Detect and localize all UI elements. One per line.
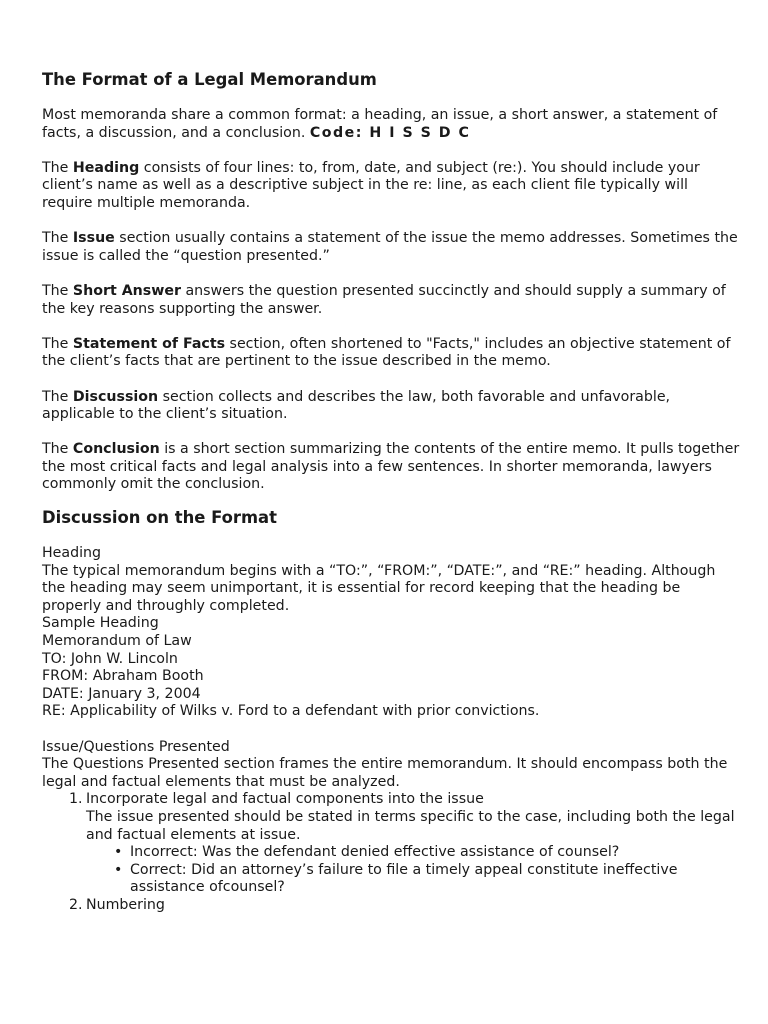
issue-description: The Questions Presented section frames the entire memorandum. It should encompass both the legal and factual elements that must be analyzed.	[42, 756, 728, 790]
bullet-icon: •	[114, 861, 123, 878]
section-term-heading: Heading	[72, 159, 140, 176]
numbered-list	[42, 897, 742, 915]
sample-line: DATE: January 3, 2004	[42, 685, 201, 702]
sample-line: RE: Applicability of Wilks v. Ford to a defendant with prior convictions.	[42, 703, 540, 720]
section-term-discussion: Discussion	[72, 388, 159, 405]
section-prefix: The	[42, 230, 73, 247]
intro-paragraph	[42, 107, 742, 142]
discussion-heading: Discussion on the Format	[42, 508, 277, 528]
section-prefix: The	[42, 388, 73, 405]
section-description: answers the question presented succinctly and should supply a summary of the key reasons supporting the answer.	[42, 282, 726, 317]
issue-label: Issue/Questions Presented	[42, 738, 230, 755]
section-term-short-answer: Short Answer	[72, 282, 181, 299]
section-heading-paragraph	[42, 160, 742, 213]
document-page	[42, 70, 742, 915]
section-description: section usually contains a statement of the issue the memo addresses. Sometimes the issue is called the “question presented.”	[42, 230, 738, 264]
section-conclusion-paragraph	[42, 441, 742, 494]
bullet-item	[42, 862, 742, 897]
list-item-title: Incorporate legal and factual components into the issue	[86, 791, 484, 808]
section-description: is a short section summarizing the contents of the entire memo. It pulls together the most critical facts and legal analysis into a few sentences. In shorter memoranda, lawyers commonly omit the conclusion.	[42, 441, 740, 493]
list-item-body: The issue presented should be stated in terms specific to the case, including both the legal and factual elements at issue.	[86, 808, 735, 843]
bullet-text: Correct: Did an attorney’s failure to file a timely appeal constitute ineffective assistance ofcounsel?	[130, 861, 678, 896]
section-prefix: The	[42, 335, 73, 352]
section-issue-paragraph	[42, 230, 742, 265]
list-number: 1.	[69, 791, 83, 808]
heading-description: The typical memorandum begins with a “TO:”, “FROM:”, “DATE:”, and “RE:” heading. Although the heading may seem unimportant, it is essential for record keeping that the heading be properly and throughly completed.	[42, 562, 716, 614]
section-description: section collects and describes the law, both favorable and unfavorable, applicable to the client’s situation.	[42, 388, 671, 423]
heading-label: Heading	[42, 545, 102, 562]
sample-heading-label: Sample Heading	[42, 615, 159, 632]
list-number: 2.	[69, 896, 83, 913]
document-title: The Format of a Legal Memorandum	[42, 70, 377, 89]
section-prefix: The	[42, 282, 73, 299]
bullet-icon: •	[114, 844, 123, 861]
section-description: consists of four lines: to, from, date, and subject (re:). You should include your client’s name as well as a descriptive subject in the re: line, as each client file typically will require multiple memoranda.	[42, 159, 700, 211]
intro-text: Most memoranda share a common format: a heading, an issue, a short answer, a statement of facts, a discussion, and a conclusion.	[42, 107, 718, 141]
section-short-answer-paragraph	[42, 283, 742, 318]
bullet-list	[42, 844, 742, 897]
bullet-text: Incorrect: Was the defendant denied effective assistance of counsel?	[130, 844, 620, 861]
section-term-conclusion: Conclusion	[72, 441, 160, 458]
section-term-issue: Issue	[72, 230, 115, 247]
list-item	[42, 791, 742, 844]
sample-line: TO: John W. Lincoln	[42, 650, 178, 667]
format-code: Code: H I S S D C	[309, 124, 471, 141]
numbered-list	[42, 791, 742, 844]
section-term-facts: Statement of Facts	[72, 335, 226, 352]
section-prefix: The	[42, 441, 73, 458]
list-item-title: Numbering	[86, 896, 165, 913]
section-discussion-paragraph	[42, 389, 742, 424]
sample-line: Memorandum of Law	[42, 633, 192, 650]
bullet-item	[42, 844, 742, 862]
sample-line: FROM: Abraham Booth	[42, 668, 204, 685]
list-item	[42, 897, 742, 915]
section-prefix: The	[42, 159, 73, 176]
section-facts-paragraph	[42, 336, 742, 371]
section-description: section, often shortened to "Facts," includes an objective statement of the client’s facts that are pertinent to the issue described in the memo.	[42, 335, 731, 370]
